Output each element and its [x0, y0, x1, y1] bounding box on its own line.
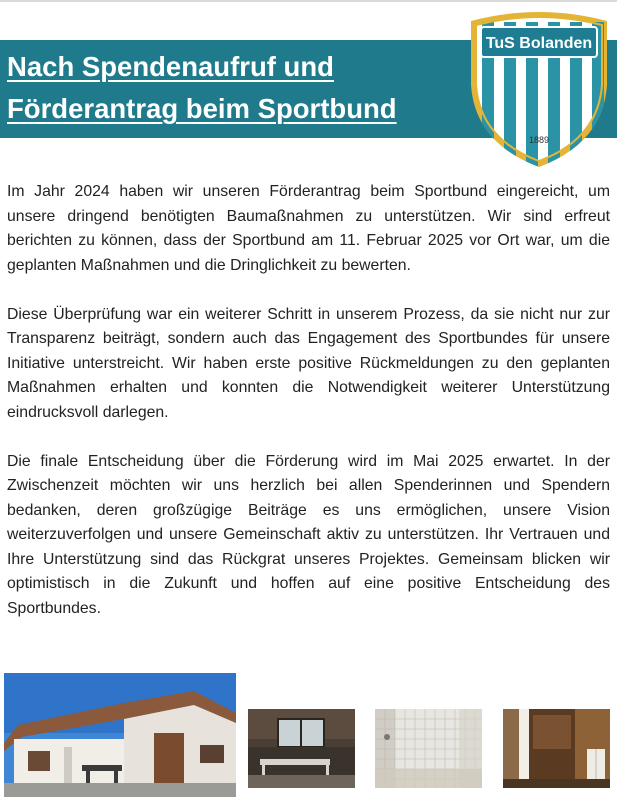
title-line-2: Förderantrag beim Sportbund: [7, 93, 397, 124]
photo-shower-room: [375, 709, 482, 788]
paragraph-3: Die finale Entscheidung über die Förderung wird im Mai 2025 erwartet. In der Zwischenzeit möchten wir uns herzlich bei allen Spenderinnen und Spendern bedanken, deren großzügige Beiträge es uns ermöglichen, unsere Vision weiterzuverfolgen und unsere Gemeinschaft aktiv zu unterstützen. Ihr Vertrauen und Ihre Unterstützung sind das Rückgrat unseres Projektes. Gemeinsam blicken wir optimistisch in die Zukunft und hoffen auf eine positive Entscheidung des Sportbundes.: [7, 452, 610, 617]
page-title: [7, 46, 397, 130]
paragraph-2: Diese Überprüfung war ein weiterer Schritt in unserem Prozess, da sie nicht nur zur Transparenz beiträgt, sondern auch das Engagement des Sportbundes für unsere Initiative unterstreicht. Wir haben erste positive Rückmeldungen zu den geplanten Maßnahmen erhalten und konnten die Notwendigkeit weiterer Unterstützung eindrucksvoll darlegen.: [7, 305, 610, 421]
photo-storage-room: [503, 709, 610, 788]
top-rule: [0, 0, 617, 2]
logo-club-name: TuS Bolanden: [485, 35, 593, 52]
photo-changing-room: [248, 709, 355, 788]
club-logo-crest: [467, 7, 611, 171]
paragraph-1: Im Jahr 2024 haben wir unseren Förderantrag beim Sportbund eingereicht, um unsere dringend benötigten Baumaßnahmen zu unterstützen. Wir sind erfreut berichten zu können, dass der Sportbund am 11. Februar 2025 vor Ort war, um die geplanten Maßnahmen und die Dringlichkeit zu bewerten.: [7, 183, 610, 274]
title-line-1: Nach Spendenaufruf und: [7, 51, 334, 82]
article-body: [7, 180, 610, 646]
photo-clubhouse: [4, 673, 236, 797]
logo-founding-year: 1889: [528, 135, 550, 145]
